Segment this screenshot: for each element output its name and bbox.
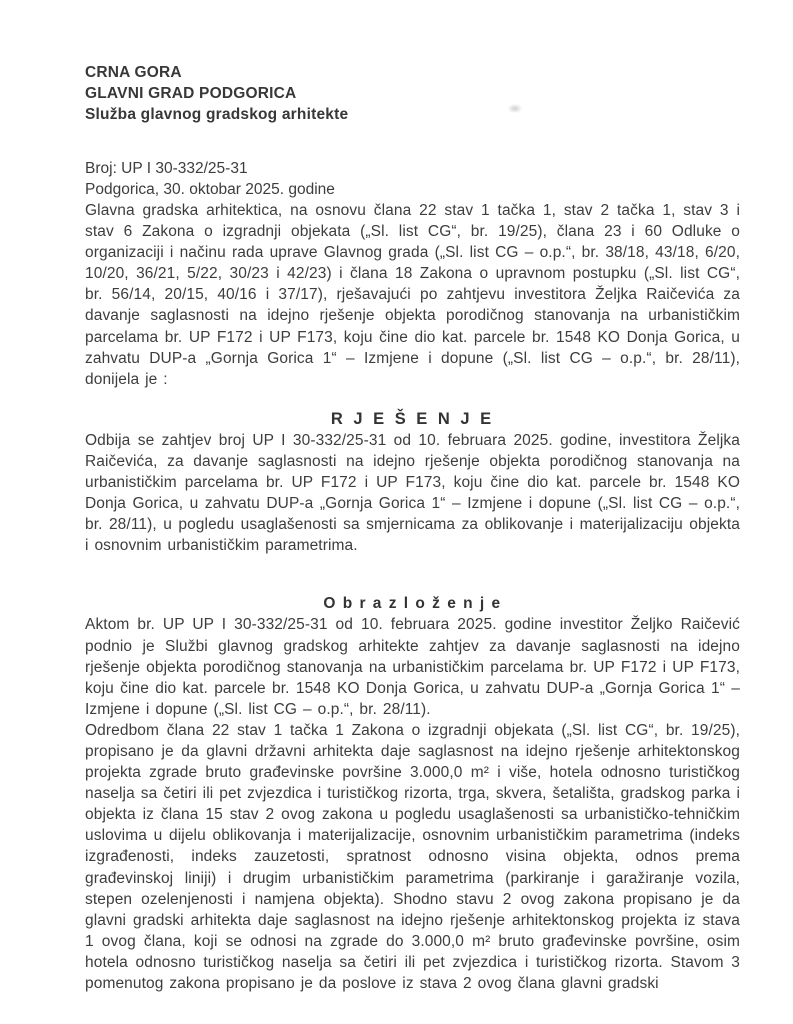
explanation-heading: O b r a z l o ž e n j e: [323, 595, 502, 613]
intro-paragraph: Glavna gradska arhitektica, na osnovu člana 22 stav 1 tačka 1, stav 2 tačka 1, stav 3 i stav 6 Zakona o izgradnji objekata („Sl. list CG“, br. 19/25), člana 23 i 60 Odluke o organizaciji i načinu rada uprave Glavnog grada („Sl. list CG – o.p.“, br. 38/18, 43/18, 6/20, 10/20, 36/21, 5/22, 30/23 i 42/23) i člana 18 Zakona o upravnom postupku („Sl. list CG“, br. 56/14, 20/15, 40/16 i 37/17), rješavajući po zahtjevu investitora Željka Raičevića za davanje saglasnosti na idejno rješenje objekta porodičnog stanovanja na urbanističkim parcelama br. UP F172 i UP F173, koju čine dio kat. parcele br. 1548 KO Donja Gorica, u zahvatu DUP-a „Gornja Gorica 1“ – Izmjene i dopune („Sl. list CG – o.p.“, br. 28/11), donijela je :: [85, 202, 740, 388]
reference-block: [85, 158, 740, 200]
explanation-paragraph-2: Odredbom člana 22 stav 1 tačka 1 Zakona o izgradnji objekata („Sl. list CG“, br. 19/25), propisano je da glavni državni arhitekta daje saglasnost na idejno rješenje arhitektonskog projekta zgrade bruto građevinske površine 3.000,0 m² i više, hotela odnosno turističkog naselja sa četiri ili pet zvjezdica i turističkog rizorta, trga, skvera, šetališta, gradskog parka i objekta iz člana 15 stav 2 ovog zakona u pogledu usaglašenosti sa urbanističko-tehničkim uslovima u dijelu oblikovanja i materijalizacije, osnovnim urbanističkim parametrima (indeks izgrađenosti, indeks zauzetosti, spratnost odnosno visina objekta, odnos prema građevinskoj liniji) i drugim urbanističkim parametrima (parkiranje i garažiranje vozila, stepen ozelenjenosti i namjena objekta). Shodno stavu 2 ovog zakona propisano je da glavni gradski arhitekta daje saglasnost na idejno rješenje arhitektonskog projekta iz stava 1 ovog člana, koji se odnosi na zgrade do 3.000,0 m² bruto građevinske površine, osim hotela odnosno turističkog naselja sa četiri ili pet zvjezdica i turističkog rizorta. Stavom 3 pomenutog zakona propisano je da poslove iz stava 2 ovog člana glavni gradski: [85, 721, 740, 992]
resolution-paragraph: Odbija se zahtjev broj UP I 30-332/25-31 od 10. februara 2025. godine, investitora Željka Raičevića, za davanje saglasnosti na idejno rješenje objekta porodičnog stanovanja na urbanističkim parcelama br. UP F172 i UP F173, koju čine dio kat. parcele br. 1548 KO Donja Gorica, u zahvatu DUP-a „Gornja Gorica 1“ – Izmjene i dopune („Sl. list CG – o.p.“, br. 28/11), u pogledu usaglašenosti sa smjernicama za oblikovanje i materijalizaciju objekta i osnovnim urbanističkim parametrima.: [85, 431, 740, 555]
place-and-date: Podgorica, 30. oktobar 2025. godine: [85, 181, 335, 198]
case-number: Broj: UP I 30-332/25-31: [85, 160, 248, 177]
letterhead-office: Služba glavnog gradskog arhitekte: [85, 106, 349, 123]
explanation-paragraph-1: Aktom br. UP UP I 30-332/25-31 od 10. februara 2025. godine investitor Željko Raičević podnio je Službi glavnog gradskog arhitekte zahtjev za davanje saglasnosti na idejno rješenje objekta porodičnog stanovanja na urbanističkim parcelama br. UP F172 i UP F173, koju čine dio kat. parcele br. 1548 KO Donja Gorica, u zahvatu DUP-a „Gornja Gorica 1“ – Izmjene i dopune („Sl. list CG – o.p.“, br. 28/11).: [85, 616, 740, 718]
resolution-heading: R J E Š E N J E: [330, 409, 495, 428]
letterhead-country: CRNA GORA: [85, 64, 182, 81]
letterhead: [85, 62, 740, 125]
letterhead-city: GLAVNI GRAD PODGORICA: [85, 85, 297, 102]
